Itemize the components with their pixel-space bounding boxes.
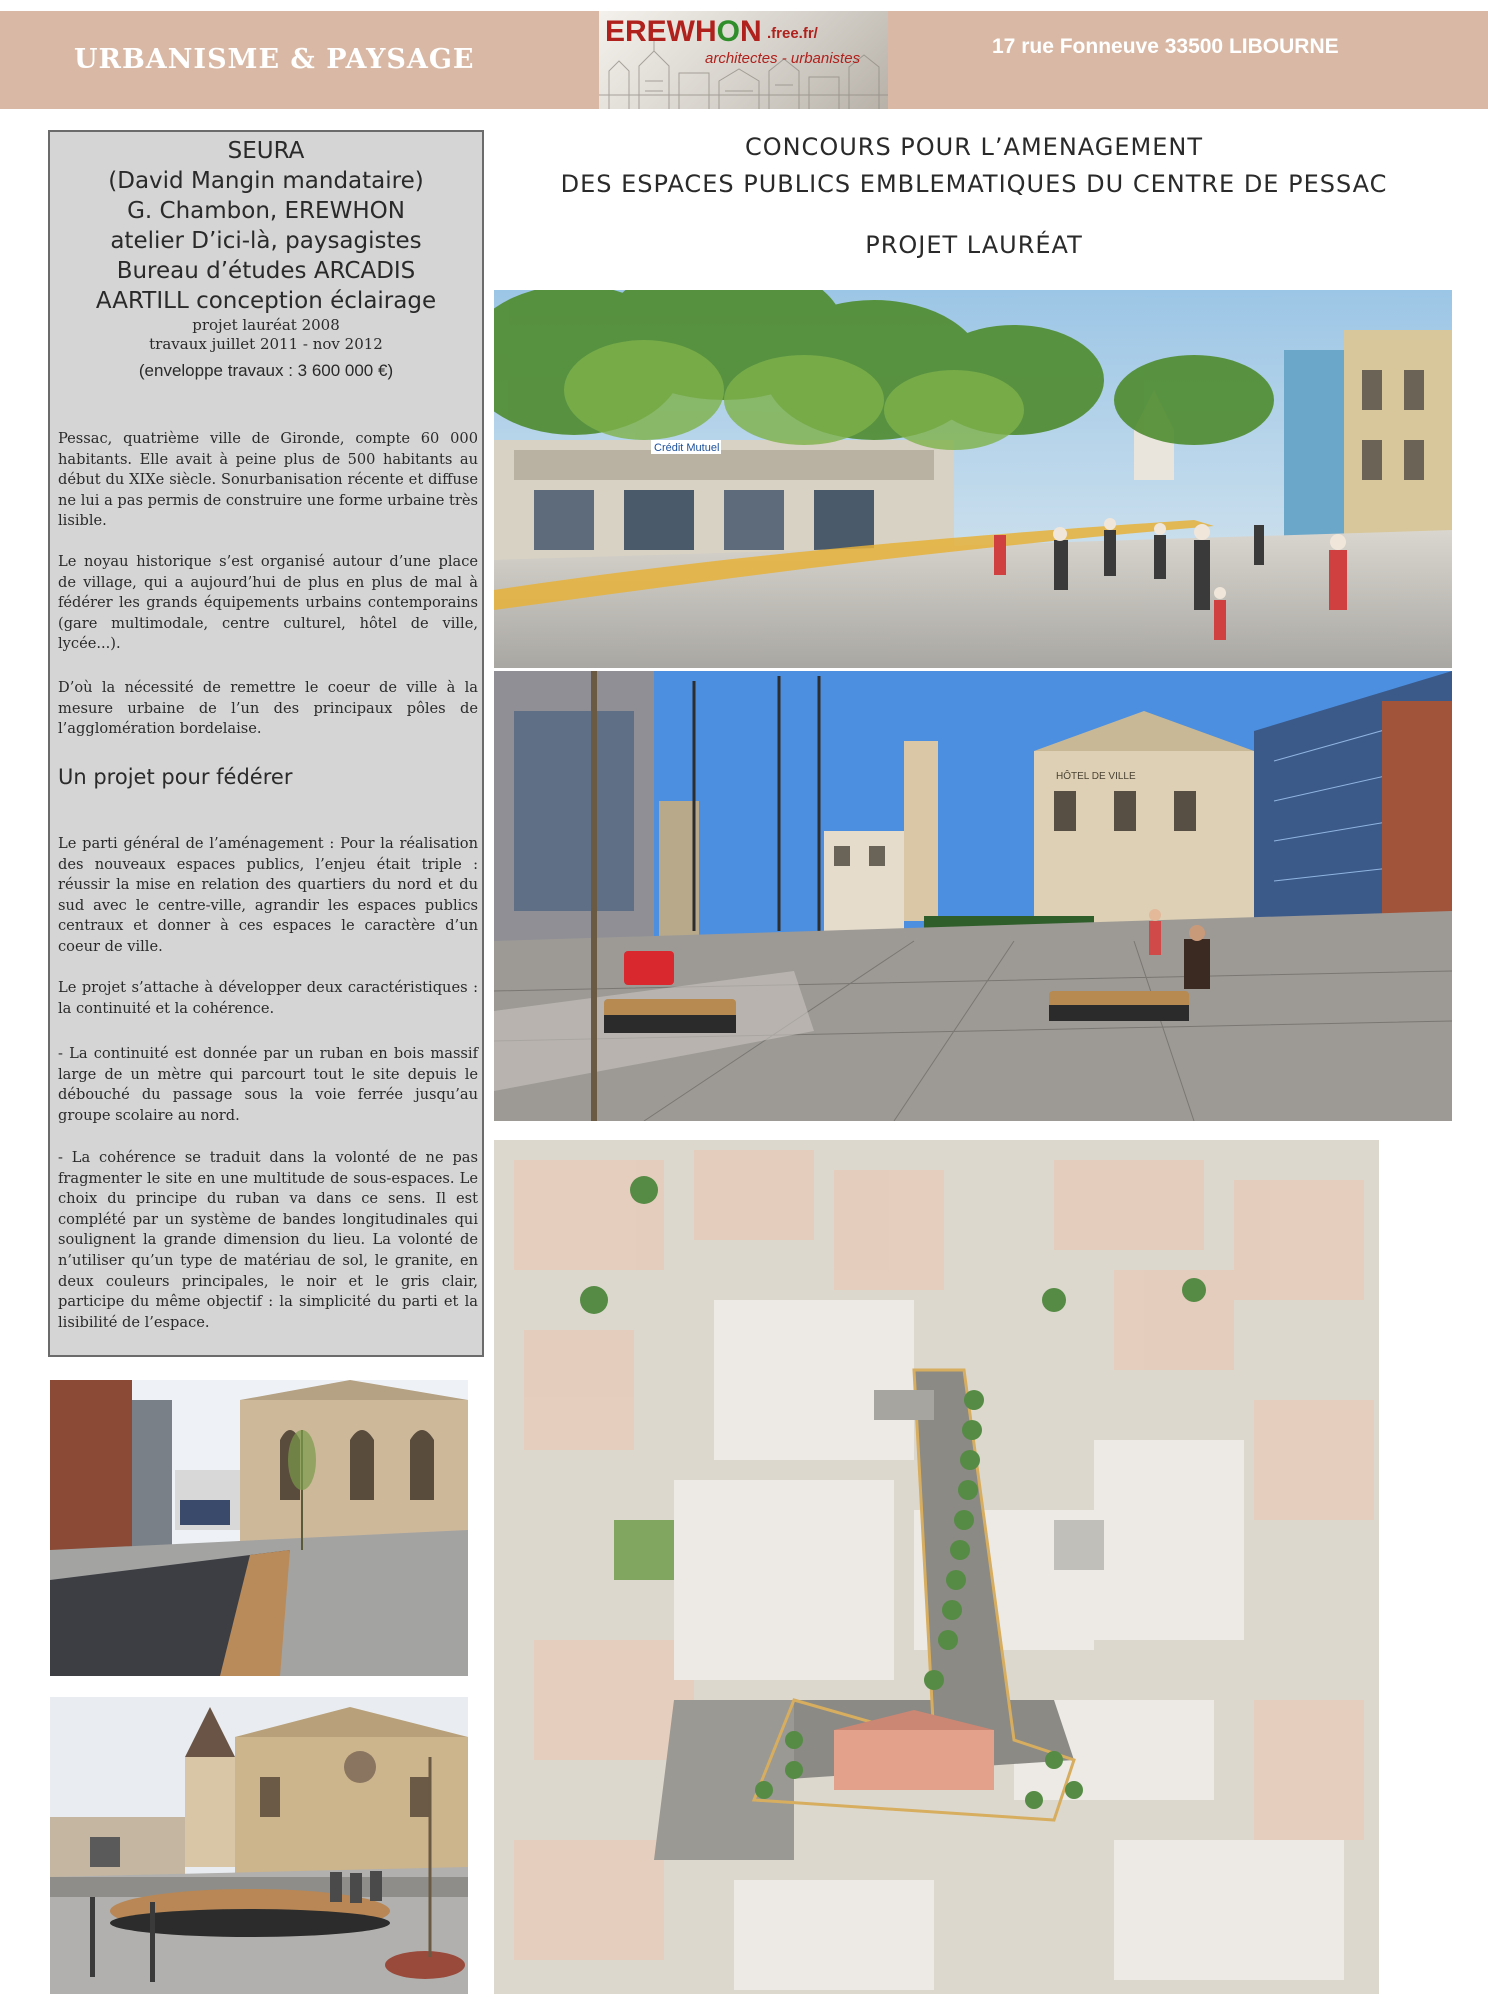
- paragraph-intro: Pessac, quatrième ville de Gironde, compte 60 000 habitants. Elle avait à peine plus de 500 habitants au début du XIXe siècle. Sonurbanisation récente et diffuse ne lui a pas permis de construire une forme urbaine très lisible.: [58, 430, 478, 530]
- completed-square-photo: [494, 671, 1452, 1121]
- paragraph-characteristics: Le projet s’attache à développer deux caractéristiques : la continuité et la cohérence.: [58, 979, 478, 1017]
- paragraph-continuity: - La continuité est donnée par un ruban en bois massif large de un mètre qui parcourt tout le site depuis le débouché du passage sous la voie ferrée jusqu’au groupe scolaire au nord.: [58, 1045, 478, 1124]
- crédit-mutuel-sign: Crédit Mutuel: [654, 442, 720, 454]
- project-info-panel: [48, 130, 484, 1357]
- paragraph-history: Le noyau historique s’est organisé autour d’une place de village, qui a aujourd’hui de plus en plus de mal à fédérer les grands équipements urbains contemporains (gare multimodale, centre culturel, hôtel de ville, lycée...).: [58, 553, 478, 653]
- title-line: DES ESPACES PUBLICS EMBLEMATIQUES DU CENTRE DE PESSAC: [560, 170, 1388, 198]
- office-address: 17 rue Fonneuve 33500 LIBOURNE: [992, 35, 1339, 58]
- church-bench-photo: [50, 1697, 468, 1994]
- street-rendering-image: [494, 290, 1452, 668]
- project-title: [494, 129, 1454, 264]
- erewhon-logo: [599, 11, 888, 109]
- works-budget: (enveloppe travaux : 3 600 000 €): [138, 361, 394, 380]
- works-period: travaux juillet 2011 - nov 2012: [149, 335, 383, 353]
- section-title: URBANISME & PAYSAGE: [74, 44, 475, 75]
- paragraph-approach: Le parti général de l’aménagement : Pour la réalisation des nouveaux espaces publics, l’enjeu était triple : réussir la mise en relation des quartiers du nord et du sud avec le centre-ville, agrandir les espaces publics centraux et donner à ces espaces le caractère d’un coeur de ville.: [58, 835, 478, 955]
- aerial-masterplan-rendering: [494, 1140, 1379, 1994]
- logo-name-end: N: [740, 15, 762, 48]
- logo-wordmark: [605, 15, 762, 49]
- logo-name-start: EREWH: [605, 15, 717, 48]
- logo-name-o: O: [716, 15, 741, 48]
- logo-domain: .free.fr/: [767, 25, 818, 42]
- credit-line: (David Mangin mandataire): [108, 168, 424, 194]
- credit-line: G. Chambon, EREWHON: [127, 198, 405, 224]
- winning-project-label: PROJET LAURÉAT: [865, 231, 1083, 259]
- town-hall-sign: HÔTEL DE VILLE: [1056, 771, 1136, 782]
- paragraph-need: D’où la nécessité de remettre le coeur de ville à la mesure urbaine de l’un des principaux pôles de l’agglomération bordelaise.: [58, 679, 478, 738]
- logo-tagline: architectes - urbanistes: [705, 50, 861, 67]
- paragraph-coherence: - La cohérence se traduit dans la volonté de ne pas fragmenter le site en une multitude de sous-espaces. Le choix du principe du ruban va dans ce sens. Il est complété par un système de bandes longitudinales qui soulignent la grande dimension du lieu. La volonté de n’utiliser qu’un type de matériau de sol, le granite, en deux couleurs principales, le noir et le gris clair, participe du même objectif : la simplicité du parti et la lisibilité de l’espace.: [58, 1149, 478, 1331]
- award-year: projet lauréat 2008: [192, 316, 340, 334]
- subheading: Un projet pour fédérer: [58, 765, 293, 789]
- title-line: CONCOURS POUR L’AMENAGEMENT: [744, 133, 1204, 161]
- credit-line: atelier D’ici-là, paysagistes: [110, 228, 422, 254]
- church-townhall-photo: [50, 1380, 468, 1676]
- credit-line: Bureau d’études ARCADIS: [116, 258, 416, 284]
- credit-line: SEURA: [227, 138, 305, 164]
- credit-line: AARTILL conception éclairage: [95, 288, 437, 314]
- project-credits: [50, 136, 482, 383]
